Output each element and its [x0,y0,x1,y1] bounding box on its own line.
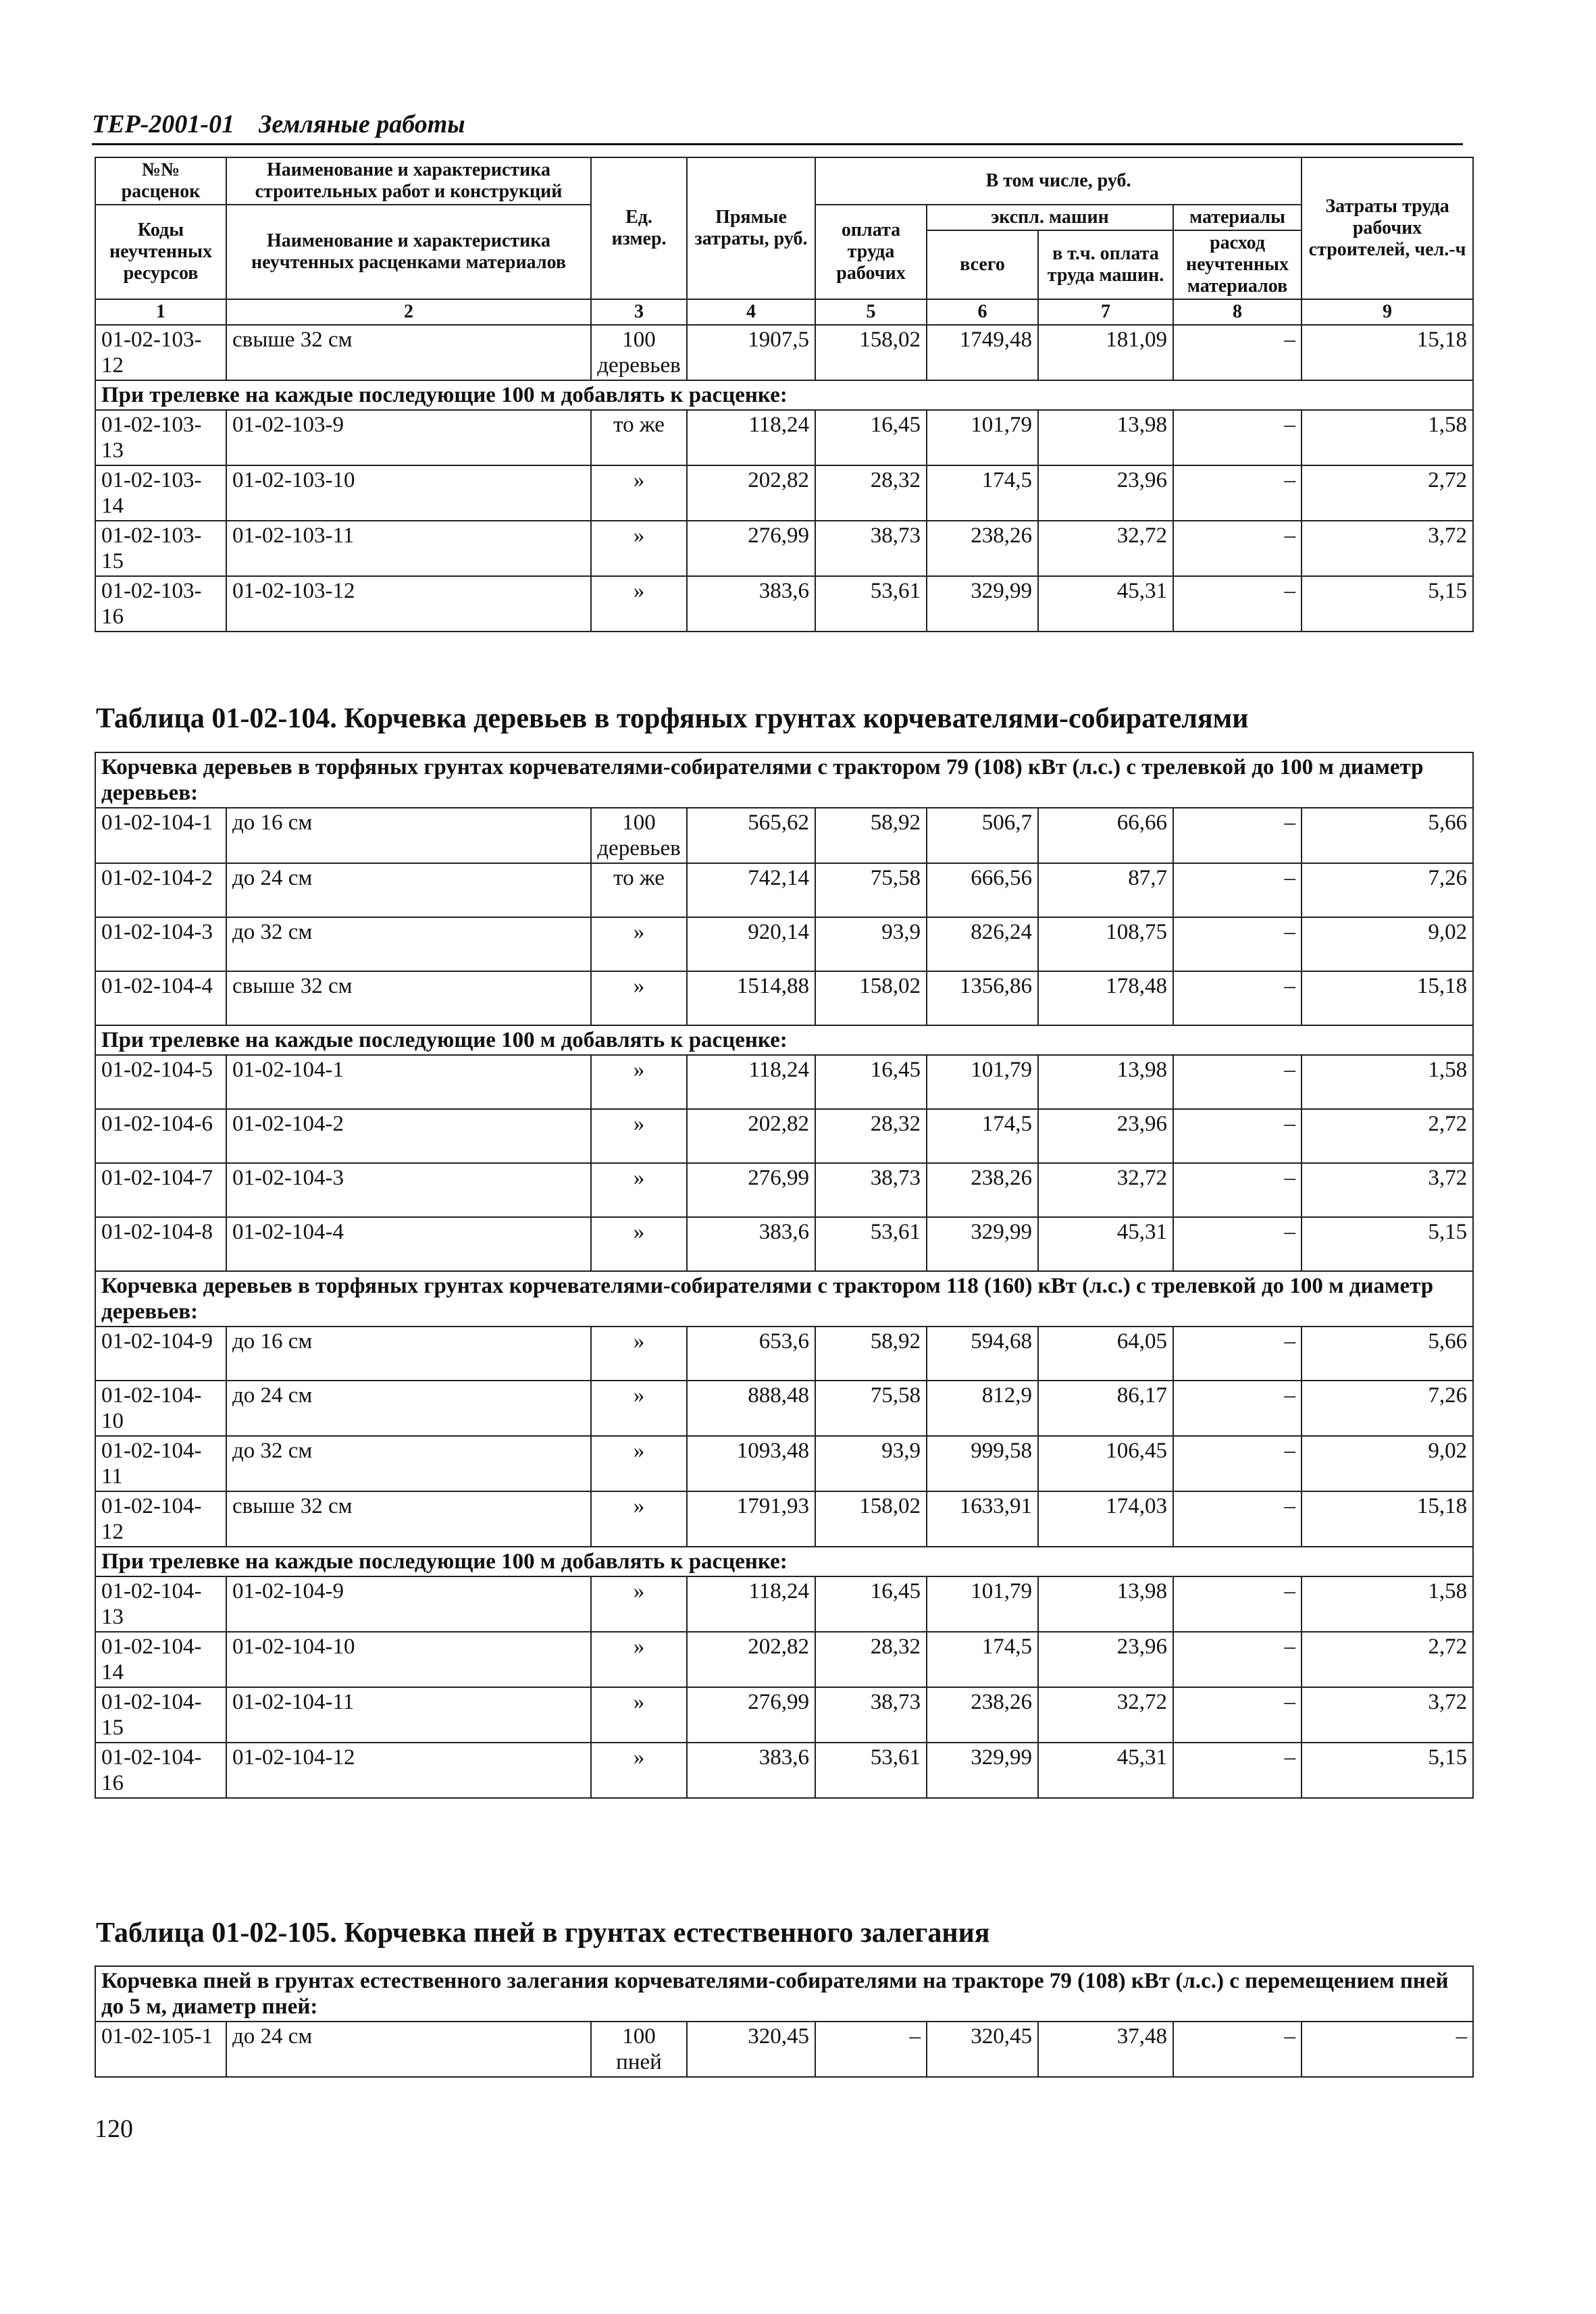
header-rate-no: №№ расценок [95,157,226,205]
machine-total: 101,79 [927,1055,1038,1109]
unaccounted-materials: – [1173,1576,1302,1632]
machine-labor: 23,96 [1038,1632,1173,1687]
direct-costs: 202,82 [687,1109,815,1163]
rate-code: 01-02-104-3 [95,917,226,971]
work-description: 01-02-104-9 [226,1576,591,1632]
column-number: 6 [927,299,1038,325]
work-description: 01-02-104-1 [226,1055,591,1109]
machine-labor: 181,09 [1038,325,1173,380]
work-description: 01-02-104-4 [226,1217,591,1271]
work-description: свыше 32 см [226,1491,591,1547]
unit: » [591,1436,687,1491]
rate-code: 01-02-104- 12 [95,1491,226,1547]
unaccounted-materials: – [1173,1436,1302,1491]
table-row [95,410,1473,465]
table-row [95,325,1473,380]
direct-costs: 742,14 [687,863,815,917]
column-number: 1 [95,299,226,325]
work-description: 01-02-104-2 [226,1109,591,1163]
machine-labor: 32,72 [1038,521,1173,576]
rate-code: 01-02-104- 15 [95,1687,226,1743]
labor-hours: 1,58 [1302,1576,1473,1632]
header-materials: материалы [1173,205,1302,230]
unaccounted-materials: – [1173,1491,1302,1547]
labor-hours: 1,58 [1302,1055,1473,1109]
column-number: 4 [687,299,815,325]
column-number: 8 [1173,299,1302,325]
rate-code: 01-02-105-1 [95,2022,226,2077]
section-note: При трелевке на каждые последующие 100 м добавлять к расценке: [95,1547,1473,1576]
header-codes: Коды неучтенных ресурсов [95,205,226,299]
header-machine-labor: в т.ч. оплата труда машин. [1038,230,1173,299]
section-row [95,1547,1473,1576]
table-row [95,1163,1473,1217]
machine-labor: 45,31 [1038,576,1173,632]
unaccounted-materials: – [1173,1743,1302,1798]
unaccounted-materials: – [1173,2022,1302,2077]
work-description: 01-02-104-10 [226,1632,591,1687]
unaccounted-materials: – [1173,1687,1302,1743]
machine-labor: 86,17 [1038,1381,1173,1436]
work-description: до 24 см [226,1381,591,1436]
unit: 100 деревьев [591,808,687,863]
machine-total: 238,26 [927,1687,1038,1743]
machine-labor: 106,45 [1038,1436,1173,1491]
labor-hours: 3,72 [1302,1163,1473,1217]
machine-total: 174,5 [927,465,1038,521]
machine-total: 174,5 [927,1109,1038,1163]
unit: » [591,1491,687,1547]
unaccounted-materials: – [1173,1381,1302,1436]
direct-costs: 1093,48 [687,1436,815,1491]
rate-code: 01-02-104-5 [95,1055,226,1109]
header-unaccounted-materials: расход неучтенных материалов [1173,230,1302,299]
unit: 100 пней [591,2022,687,2077]
machine-total: 594,68 [927,1327,1038,1381]
work-description: до 24 см [226,2022,591,2077]
machine-labor: 32,72 [1038,1687,1173,1743]
rate-code: 01-02-104- 13 [95,1576,226,1632]
section-heading: Корчевка пней в грунтах естественного залегания корчевателями-собирателями на тракторе 79 (108) кВт (л.с.) с перемещением пней до 5 м, диаметр пней: [95,1966,1473,2022]
labor-hours: 2,72 [1302,1109,1473,1163]
labor-hours: 3,72 [1302,1687,1473,1743]
header-machine-operation: экспл. машин [927,205,1173,230]
table-row [95,1217,1473,1271]
header-work-name: Наименование и характеристика строительных работ и конструкций [226,157,591,205]
labor-hours: 7,26 [1302,1381,1473,1436]
machine-total: 1749,48 [927,325,1038,380]
labor-hours: 1,58 [1302,410,1473,465]
unit: то же [591,863,687,917]
table-row [95,2022,1473,2077]
unit: » [591,1217,687,1271]
labor-hours: 15,18 [1302,325,1473,380]
unit: » [591,971,687,1025]
labor-hours: – [1302,2022,1473,2077]
unaccounted-materials: – [1173,410,1302,465]
labor-pay: 16,45 [815,1055,927,1109]
machine-total: 999,58 [927,1436,1038,1491]
machine-total: 101,79 [927,410,1038,465]
unaccounted-materials: – [1173,1632,1302,1687]
direct-costs: 565,62 [687,808,815,863]
direct-costs: 276,99 [687,1163,815,1217]
machine-total: 812,9 [927,1381,1038,1436]
machine-total: 506,7 [927,808,1038,863]
labor-pay: 28,32 [815,465,927,521]
work-description: 01-02-104-11 [226,1687,591,1743]
machine-total: 320,45 [927,2022,1038,2077]
labor-hours: 2,72 [1302,465,1473,521]
rates-table-103 [95,157,1474,632]
work-description: до 16 см [226,808,591,863]
unaccounted-materials: – [1173,917,1302,971]
table-row [95,808,1473,863]
labor-pay: 38,73 [815,1687,927,1743]
labor-hours: 7,26 [1302,863,1473,917]
section-note: При трелевке на каждые последующие 100 м добавлять к расценке: [95,1025,1473,1055]
labor-hours: 5,66 [1302,808,1473,863]
rates-table-104 [95,752,1474,1799]
header-direct-costs: Прямые затраты, руб. [687,157,815,299]
work-description: 01-02-103-9 [226,410,591,465]
machine-labor: 13,98 [1038,1576,1173,1632]
table-row [95,863,1473,917]
section-heading: Корчевка деревьев в торфяных грунтах корчевателями-собирателями с трактором 118 (160) кВт (л.с.) с трелевкой до 100 м диаметр деревьев: [95,1271,1473,1327]
header-unit: Ед. измер. [591,157,687,299]
table-title-104: Таблица 01-02-104. Корчевка деревьев в торфяных грунтах корчевателями-собирателями [96,703,1249,734]
rate-code: 01-02-104-7 [95,1163,226,1217]
work-description: до 16 см [226,1327,591,1381]
rate-code: 01-02-103- 14 [95,465,226,521]
unit: » [591,1632,687,1687]
unaccounted-materials: – [1173,1327,1302,1381]
work-description: 01-02-103-12 [226,576,591,632]
work-description: до 32 см [226,917,591,971]
section-row [95,1025,1473,1055]
table-row [95,1632,1473,1687]
labor-hours: 9,02 [1302,1436,1473,1491]
direct-costs: 383,6 [687,576,815,632]
section-note: При трелевке на каждые последующие 100 м добавлять к расценке: [95,380,1473,410]
labor-pay: 38,73 [815,521,927,576]
labor-hours: 2,72 [1302,1632,1473,1687]
machine-total: 1633,91 [927,1491,1038,1547]
labor-pay: 58,92 [815,1327,927,1381]
direct-costs: 202,82 [687,1632,815,1687]
table-row [95,917,1473,971]
table-row [95,1327,1473,1381]
unit: » [591,576,687,632]
work-description: 01-02-103-10 [226,465,591,521]
direct-costs: 320,45 [687,2022,815,2077]
unit: » [591,521,687,576]
unaccounted-materials: – [1173,576,1302,632]
machine-labor: 174,03 [1038,1491,1173,1547]
machine-labor: 87,7 [1038,863,1173,917]
rate-code: 01-02-104-8 [95,1217,226,1271]
labor-pay: 58,92 [815,808,927,863]
table-row [95,1743,1473,1798]
machine-labor: 64,05 [1038,1327,1173,1381]
machine-total: 238,26 [927,521,1038,576]
unit: » [591,1687,687,1743]
unit: » [591,1055,687,1109]
section-row [95,1966,1473,2022]
section-row [95,1271,1473,1327]
table-row [95,1687,1473,1743]
machine-labor: 23,96 [1038,1109,1173,1163]
unit: » [591,917,687,971]
table-row [95,1381,1473,1436]
table-row [95,1436,1473,1491]
header-including: В том числе, руб. [815,157,1302,205]
unit: » [591,1163,687,1217]
machine-labor: 45,31 [1038,1217,1173,1271]
direct-costs: 276,99 [687,521,815,576]
document-code: ТЕР-2001-01 [92,110,235,138]
header-materials-name: Наименование и характеристика неучтенных расценками материалов [226,205,591,299]
machine-labor: 45,31 [1038,1743,1173,1798]
direct-costs: 383,6 [687,1743,815,1798]
machine-total: 174,5 [927,1632,1038,1687]
table-header [95,157,1473,325]
machine-labor: 178,48 [1038,971,1173,1025]
section-row [95,752,1473,808]
page-number: 120 [95,2115,133,2143]
rate-code: 01-02-104- 14 [95,1632,226,1687]
column-number: 3 [591,299,687,325]
unit: » [591,465,687,521]
machine-labor: 23,96 [1038,465,1173,521]
labor-pay: 158,02 [815,325,927,380]
work-description: свыше 32 см [226,325,591,380]
rate-code: 01-02-103- 12 [95,325,226,380]
unaccounted-materials: – [1173,325,1302,380]
labor-hours: 15,18 [1302,1491,1473,1547]
labor-hours: 15,18 [1302,971,1473,1025]
labor-pay: 28,32 [815,1109,927,1163]
direct-costs: 1791,93 [687,1491,815,1547]
unaccounted-materials: – [1173,808,1302,863]
direct-costs: 1907,5 [687,325,815,380]
labor-pay: – [815,2022,927,2077]
table-row [95,1576,1473,1632]
labor-hours: 5,15 [1302,576,1473,632]
rate-code: 01-02-104- 11 [95,1436,226,1491]
labor-pay: 28,32 [815,1632,927,1687]
table-row [95,521,1473,576]
unit: 100 деревьев [591,325,687,380]
unaccounted-materials: – [1173,1217,1302,1271]
labor-hours: 9,02 [1302,917,1473,971]
table-row [95,1109,1473,1163]
rate-code: 01-02-103- 16 [95,576,226,632]
header-total: всего [927,230,1038,299]
unaccounted-materials: – [1173,1055,1302,1109]
direct-costs: 202,82 [687,465,815,521]
rate-code: 01-02-104-2 [95,863,226,917]
machine-total: 329,99 [927,1217,1038,1271]
column-number: 9 [1302,299,1473,325]
labor-hours: 5,15 [1302,1743,1473,1798]
running-head [92,109,1463,145]
unaccounted-materials: – [1173,863,1302,917]
labor-hours: 3,72 [1302,521,1473,576]
column-number: 7 [1038,299,1173,325]
work-description: 01-02-104-12 [226,1743,591,1798]
machine-total: 1356,86 [927,971,1038,1025]
unaccounted-materials: – [1173,971,1302,1025]
work-description: 01-02-104-3 [226,1163,591,1217]
rate-code: 01-02-104-6 [95,1109,226,1163]
machine-total: 329,99 [927,1743,1038,1798]
labor-hours: 5,15 [1302,1217,1473,1271]
unit: » [591,1576,687,1632]
machine-labor: 13,98 [1038,1055,1173,1109]
table-title-105: Таблица 01-02-105. Корчевка пней в грунтах естественного залегания [96,1918,990,1949]
rate-code: 01-02-104-9 [95,1327,226,1381]
table-row [95,971,1473,1025]
work-description: до 32 см [226,1436,591,1491]
section-heading: Корчевка деревьев в торфяных грунтах корчевателями-собирателями с трактором 79 (108) кВт (л.с.) с трелевкой до 100 м диаметр деревьев: [95,752,1473,808]
table-row [95,1055,1473,1109]
direct-costs: 888,48 [687,1381,815,1436]
unaccounted-materials: – [1173,1163,1302,1217]
work-description: свыше 32 см [226,971,591,1025]
unit: » [591,1109,687,1163]
machine-total: 826,24 [927,917,1038,971]
labor-pay: 38,73 [815,1163,927,1217]
direct-costs: 118,24 [687,1055,815,1109]
direct-costs: 920,14 [687,917,815,971]
labor-hours: 5,66 [1302,1327,1473,1381]
unit: то же [591,410,687,465]
machine-total: 238,26 [927,1163,1038,1217]
rate-code: 01-02-103- 13 [95,410,226,465]
column-number-row [95,299,1473,325]
direct-costs: 653,6 [687,1327,815,1381]
rate-code: 01-02-104- 10 [95,1381,226,1436]
direct-costs: 383,6 [687,1217,815,1271]
labor-pay: 53,61 [815,576,927,632]
work-description: до 24 см [226,863,591,917]
rate-code: 01-02-104-4 [95,971,226,1025]
machine-labor: 32,72 [1038,1163,1173,1217]
machine-labor: 37,48 [1038,2022,1173,2077]
work-description: 01-02-103-11 [226,521,591,576]
unit: » [591,1743,687,1798]
unaccounted-materials: – [1173,1109,1302,1163]
section-row [95,380,1473,410]
header-labor-pay: оплата труда рабочих [815,205,927,299]
rates-table-105 [95,1965,1474,2078]
rate-code: 01-02-104-1 [95,808,226,863]
machine-total: 329,99 [927,576,1038,632]
unit: » [591,1327,687,1381]
column-number: 5 [815,299,927,325]
labor-pay: 158,02 [815,971,927,1025]
direct-costs: 118,24 [687,410,815,465]
table-row [95,576,1473,632]
unaccounted-materials: – [1173,465,1302,521]
machine-labor: 66,66 [1038,808,1173,863]
machine-labor: 13,98 [1038,410,1173,465]
labor-pay: 75,58 [815,1381,927,1436]
unaccounted-materials: – [1173,521,1302,576]
machine-labor: 108,75 [1038,917,1173,971]
labor-pay: 93,9 [815,1436,927,1491]
machine-total: 101,79 [927,1576,1038,1632]
table-row [95,465,1473,521]
labor-pay: 75,58 [815,863,927,917]
header-labor-costs: Затраты труда рабочих строителей, чел.-ч [1302,157,1473,299]
rate-code: 01-02-103- 15 [95,521,226,576]
table-row [95,1491,1473,1547]
direct-costs: 118,24 [687,1576,815,1632]
labor-pay: 53,61 [815,1217,927,1271]
unit: » [591,1381,687,1436]
section-name: Земляные работы [259,110,465,138]
rate-code: 01-02-104- 16 [95,1743,226,1798]
labor-pay: 93,9 [815,917,927,971]
direct-costs: 276,99 [687,1687,815,1743]
column-number: 2 [226,299,591,325]
labor-pay: 16,45 [815,410,927,465]
labor-pay: 53,61 [815,1743,927,1798]
labor-pay: 158,02 [815,1491,927,1547]
labor-pay: 16,45 [815,1576,927,1632]
machine-total: 666,56 [927,863,1038,917]
direct-costs: 1514,88 [687,971,815,1025]
